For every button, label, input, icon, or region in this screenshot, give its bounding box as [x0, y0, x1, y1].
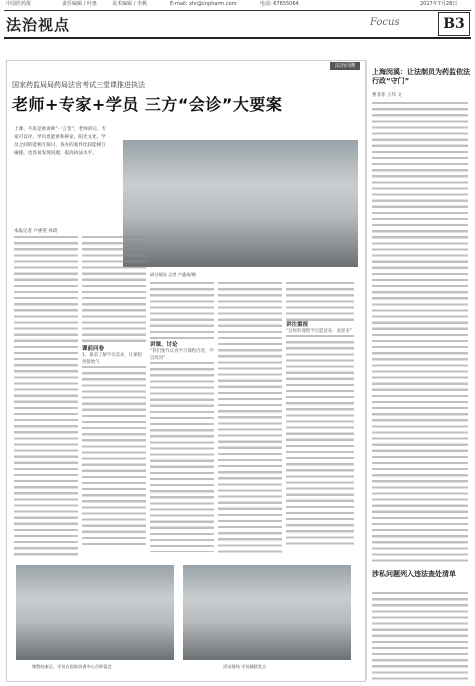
subheading-3-quote: “这样的课程学员愿意来，欢迎来”	[286, 329, 353, 335]
header-rule	[4, 10, 471, 11]
body-column-4	[218, 282, 282, 556]
header-rule-bold	[4, 37, 471, 39]
subheading-3: 讲注重视	[286, 322, 309, 328]
text-lines	[150, 362, 214, 552]
designer-link[interactable]: 美术编辑 / 李燕	[112, 1, 147, 7]
body-column-1	[14, 236, 78, 556]
text-lines	[82, 366, 146, 546]
section-title: 法治视点	[6, 16, 71, 34]
sidebar-bottom-body	[372, 592, 468, 680]
email[interactable]: E-mail: xhr@cnpharm.com	[170, 1, 237, 7]
text-lines	[218, 282, 282, 556]
subheading-2-quote: “我们要作认真学习课程内容，学以致用”	[150, 349, 214, 362]
article-lead: 上课、不再是被讲师“一言堂”、老师讲完、专家可以评、学员也能讲和辩论。阳光文化、学员之间的能相互探讨，查办的案件比较能相互碰撞，也容易发现问题，提高执法水平。	[14, 127, 107, 156]
issue-date: 2017年7月28日	[420, 1, 458, 7]
article-subhead: 国家药监局局药局法官考试三堂课推进执法	[12, 81, 145, 89]
phone: 电话: 67655064	[260, 1, 299, 7]
main-photo	[123, 140, 358, 267]
classroom-photo	[183, 565, 351, 660]
paper-name: 中国医药报	[6, 1, 32, 7]
text-lines	[286, 282, 354, 322]
group-photo-caption: 课程结束后，学员在国家培训中心合影留念	[32, 664, 112, 669]
subheading-1: 课前问卷	[82, 346, 105, 352]
classroom-photo-caption: 活动现场 学员踊跃发言	[223, 664, 267, 669]
column-divider	[366, 60, 367, 680]
column-tag: 法治回溯	[330, 62, 360, 70]
editor-link[interactable]: 责任编辑 / 叶惠	[62, 1, 97, 7]
text-lines	[82, 236, 146, 346]
article-headline: 老师+专家+学员 三方“会诊”大要案	[12, 95, 283, 114]
page-number: B3	[438, 12, 470, 36]
sidebar-byline: 曹菲菲 王伟 文	[372, 93, 402, 98]
top-bar	[0, 0, 475, 9]
text-lines	[372, 592, 468, 680]
subheading-2: 讲课、讨论	[150, 342, 178, 348]
sidebar-headline: 上海闵溪：让法制员为药监依法行政“守门”	[372, 68, 470, 85]
text-lines	[372, 102, 468, 562]
subheading-1-quote: 1、课前了解学员需求、让课程更接地气	[82, 353, 142, 366]
sidebar-bottom-headline: 涉私问题列入违法查处清单	[372, 570, 456, 578]
body-column-3	[150, 282, 214, 556]
text-lines	[286, 335, 354, 545]
text-lines	[150, 282, 214, 342]
sidebar-body	[372, 102, 468, 562]
body-column-5	[286, 282, 354, 556]
group-photo	[16, 565, 174, 660]
text-lines	[14, 236, 78, 556]
main-photo-caption: 研讨现场 记者 卢惠英/摄	[150, 272, 196, 277]
article-byline: 本报记者 卢惠英 孙琦	[14, 229, 58, 234]
body-column-2	[82, 236, 146, 556]
focus-label: Focus	[370, 17, 400, 28]
